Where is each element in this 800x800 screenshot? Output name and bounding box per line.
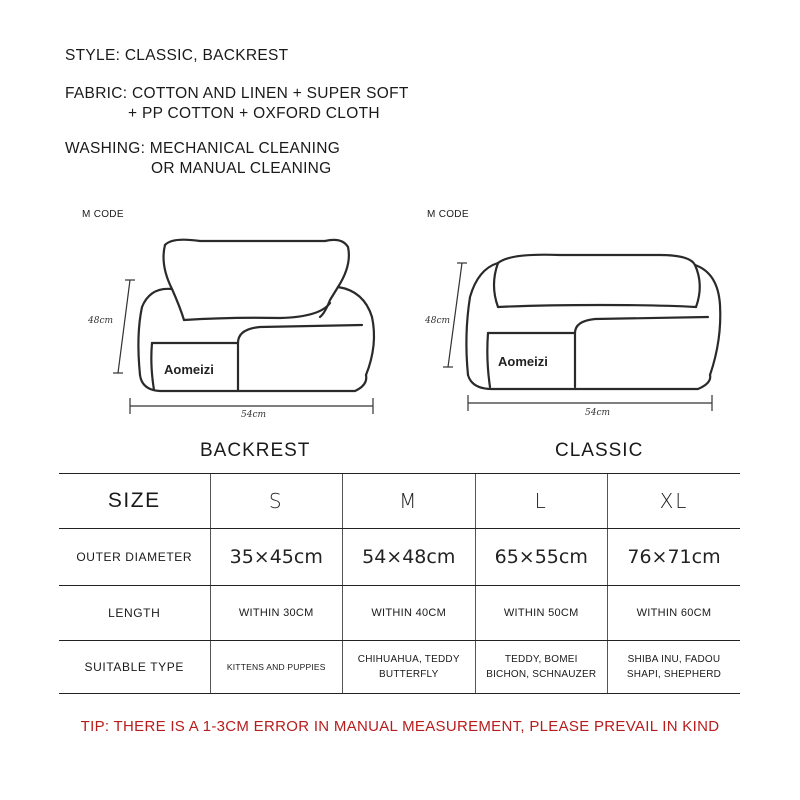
suitable-type-xl-line1: SHIBA INU, FADOU (627, 654, 721, 665)
outer-diameter-label: OUTER DIAMETER (59, 529, 210, 586)
suitable-type-l-line2: BICHON, SCHNAUZER (486, 669, 597, 680)
suitable-type-s: KITTENS AND PUPPIES (210, 641, 343, 694)
left-logo: Aomeizi (164, 362, 214, 377)
table-row-outer-diameter (59, 529, 740, 586)
length-l: WITHIN 50CM (475, 586, 608, 641)
left-code-label: M CODE (82, 209, 124, 220)
outer-diameter-l: 65×55cm (475, 529, 608, 586)
size-table (59, 473, 740, 694)
length-s: WITHIN 30CM (210, 586, 343, 641)
outer-diameter-xl: 76×71cm (608, 529, 741, 586)
fabric-spec-line2: + PP COTTON + OXFORD CLOTH (128, 105, 380, 122)
backrest-bed-diagram (80, 225, 400, 425)
size-s: S (210, 474, 343, 529)
size-xl: XL (608, 474, 741, 529)
size-m: M (343, 474, 476, 529)
suitable-type-xl (608, 641, 741, 694)
right-logo: Aomeizi (498, 354, 548, 369)
left-width-label: 54cm (241, 410, 267, 420)
suitable-type-l (475, 641, 608, 694)
table-row-length (59, 586, 740, 641)
table-row-size (59, 474, 740, 529)
fabric-spec-line1: FABRIC: COTTON AND LINEN + SUPER SOFT (65, 85, 409, 102)
style-spec: STYLE: CLASSIC, BACKREST (65, 47, 289, 64)
size-header: SIZE (59, 474, 210, 529)
length-label: LENGTH (59, 586, 210, 641)
suitable-type-l-line1: TEDDY, BOMEI (504, 654, 578, 665)
size-l: L (475, 474, 608, 529)
right-width-label: 54cm (585, 408, 611, 418)
left-height-label: 48cm (88, 316, 114, 326)
washing-spec-line2: OR MANUAL CLEANING (151, 160, 332, 177)
suitable-type-m (343, 641, 476, 694)
right-code-label: M CODE (427, 209, 469, 220)
measurement-tip: TIP: THERE IS A 1-3CM ERROR IN MANUAL MEASUREMENT, PLEASE PREVAIL IN KIND (80, 718, 720, 735)
right-height-label: 48cm (425, 316, 451, 326)
classic-title: CLASSIC (555, 440, 644, 461)
washing-spec-line1: WASHING: MECHANICAL CLEANING (65, 140, 341, 157)
classic-bed-diagram (420, 225, 740, 425)
length-m: WITHIN 40CM (343, 586, 476, 641)
suitable-type-m-line1: CHIHUAHUA, TEDDY (357, 654, 460, 665)
suitable-type-label: SUITABLE TYPE (59, 641, 210, 694)
table-row-suitable-type (59, 641, 740, 694)
suitable-type-xl-line2: SHAPI, SHEPHERD (626, 669, 722, 680)
suitable-type-m-line2: BUTTERFLY (379, 669, 439, 680)
outer-diameter-m: 54×48cm (343, 529, 476, 586)
backrest-title: BACKREST (200, 440, 311, 461)
length-xl: WITHIN 60CM (608, 586, 741, 641)
outer-diameter-s: 35×45cm (210, 529, 343, 586)
